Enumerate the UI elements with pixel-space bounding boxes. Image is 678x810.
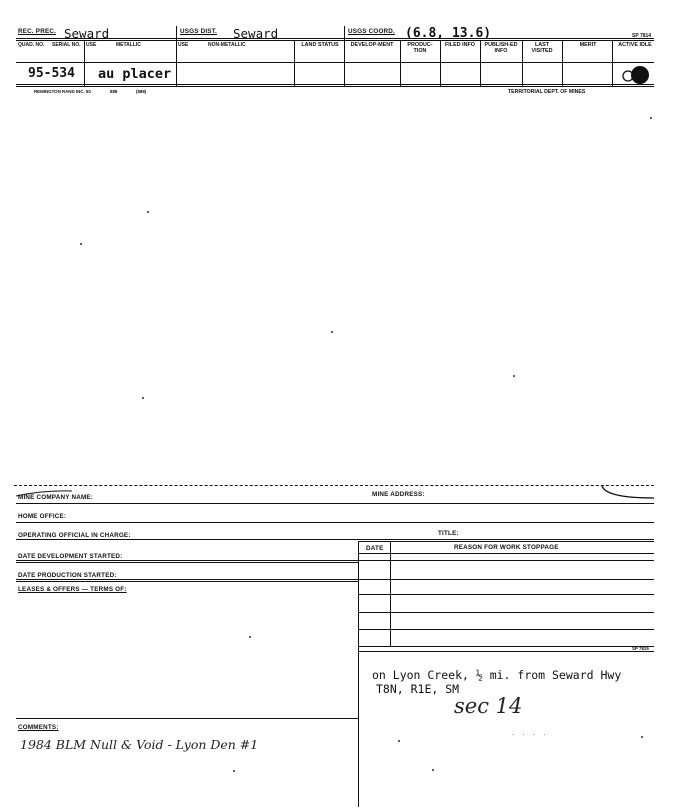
rec-prec-label: REC. PREC. [18,28,57,35]
divider [562,40,563,86]
mine-company-name-label: MINE COMPANY NAME: [18,494,94,501]
col-active-idle: ACTIVE IDLE [618,42,652,48]
stoppage-bottom-rule [358,651,654,652]
col-use-nonmetallic: USE [178,42,189,48]
location-line2: T8N, R1E, SM [376,682,460,696]
home-office-label: HOME OFFICE: [18,513,67,520]
rule-production-double [16,581,358,582]
dotted-marks: . . . . [512,728,549,737]
col-production: PRODUC-TION [407,42,433,54]
rule-mine-company [16,503,654,504]
scan-speck [249,636,251,638]
divider [176,26,177,40]
col-development: DEVELOP-MENT [350,42,394,48]
col-quad-no: QUAD. NO. [18,42,45,48]
scan-speck [641,736,643,738]
rule-official [16,539,654,540]
section-note-handwritten: sec 14 [454,694,523,718]
rule-official-double [358,541,654,542]
printer-code-paren: (888) [136,89,147,94]
location-line1: on Lyon Creek, ½ mi. from Seward Hwy [372,668,622,682]
agency-name: TERRITORIAL DEPT. OF MINES [508,89,586,95]
col-filed-info: FILED INFO [445,42,475,48]
stoppage-left-border [358,541,359,651]
form-number: SP 7814 [632,33,652,39]
divider [344,40,345,86]
printer-imprint: REMINGTON RAND INC. 50 [34,89,91,94]
col-serial-no: SERIAL NO. [52,42,81,48]
comments-handwritten: 1984 BLM Null & Void - Lyon Den #1 [20,737,259,752]
rule-header-bottom [16,62,654,63]
divider [294,40,295,86]
rule-row1-bottom [16,38,654,39]
rule-record-bottom [16,84,654,85]
rule-production [16,579,654,580]
rule-lower-top [14,485,654,486]
rule-comments-top [16,718,358,719]
divider [440,40,441,86]
stoppage-row-rule [358,612,654,613]
scan-speck [432,769,434,771]
usgs-coord-label: USGS COORD. [348,28,395,35]
rule-row1-double [16,40,654,41]
col-last-visited: LAST VISITED [531,42,553,54]
operating-official-label: OPERATING OFFICIAL IN CHARGE: [18,532,131,539]
stoppage-row-rule [358,629,654,630]
stoppage-header-rule [358,553,654,554]
scan-speck [331,331,333,333]
divider [176,40,177,86]
active-idle-marker-icon [612,62,656,88]
rec-prec-value: Seward [64,26,110,41]
card-curl [600,482,656,500]
record-quad-serial: 95-534 [28,66,75,81]
col-metallic: METALLIC [116,42,141,48]
col-merit: MERIT [579,42,597,48]
scan-speck [142,397,144,399]
mine-address-label: MINE ADDRESS: [372,491,425,498]
scan-speck [650,117,652,119]
col-use-metallic: USE [86,42,97,48]
divider [480,40,481,86]
col-published-info: PUBLISH-ED INFO [484,42,518,54]
scan-speck [147,211,149,213]
center-divider [358,651,359,807]
col-nonmetallic: NON-METALLIC [208,42,246,48]
divider [522,40,523,86]
record-metallic: au placer [98,66,172,82]
title-label: TITLE: [438,530,459,537]
scan-speck [80,243,82,245]
divider [84,40,85,86]
stoppage-row-rule [358,646,654,647]
scan-speck [233,770,235,772]
date-development-label: DATE DEVELOPMENT STARTED: [18,553,123,560]
form-number-2: SP 7815 [632,646,649,651]
stoppage-row-rule [358,594,654,595]
date-production-label: DATE PRODUCTION STARTED: [18,572,117,579]
stoppage-date-header: DATE [366,545,384,552]
rule-development [16,560,654,561]
rule-record-double [16,86,654,87]
divider [344,26,345,40]
printer-code: 888 [110,89,118,94]
usgs-dist-value: Seward [233,26,279,41]
leases-offers-label: LEASES & OFFERS — TERMS OF: [18,586,127,593]
usgs-coord-value: (6.8, 13.6) [405,26,492,41]
rule-home-office [16,522,654,523]
divider [400,40,401,86]
scan-speck [398,740,400,742]
stoppage-reason-header: REASON FOR WORK STOPPAGE [454,544,559,551]
comments-label: COMMENTS: [18,724,59,731]
usgs-dist-label: USGS DIST. [180,28,217,35]
scan-speck [513,375,515,377]
col-land-status: LAND STATUS [301,42,339,48]
rule-development-double [16,562,358,563]
